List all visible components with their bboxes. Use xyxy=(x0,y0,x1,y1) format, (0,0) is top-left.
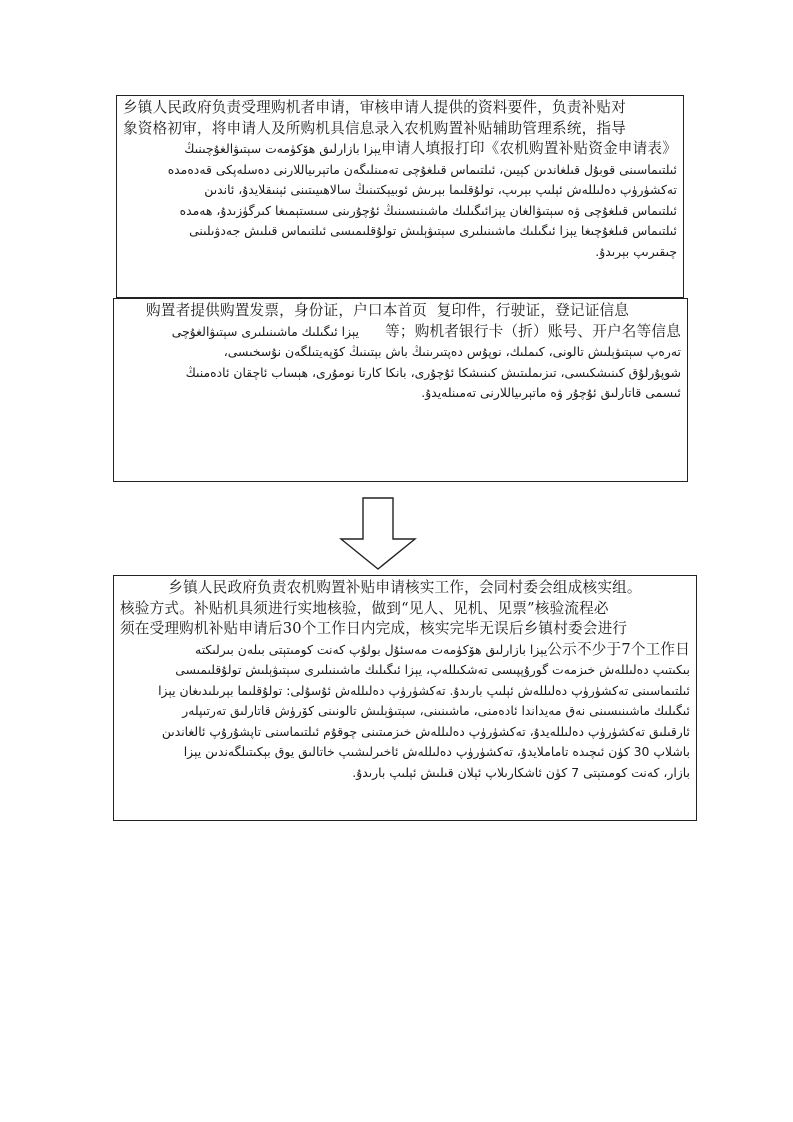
step-1-ug-line: تەكشۈرۈپ دەلىللەش ئېلىپ بېرىپ، تولۇقلىما بېرىش ئوبيېكتىنىڭ سالاھىيىتىنى ئېنىقلايدۇ، ئاندىن xyxy=(204,182,677,197)
step-1-ug-line: ئىلتىماس قىلغۇچى ۋە سېتىۋالغان يېزائىگىلىك ماشىنىسىنىڭ ئۇچۇرىنى سىستېمىغا كىرگۈزىدۇ، ھەمدە xyxy=(179,202,677,218)
step-3-ug-line: باشلاپ 30 كۈن ئىچىدە تاماملايدۇ، تەكشۈرۈپ دەلىللەش ئاخىرلىشىپ خاتالىق يوق بېكىتىلگەندىن يېزا xyxy=(183,744,690,759)
step-1-zh-fragment: 申请人填报打印《农机购置补贴资金申请表》 xyxy=(381,140,677,157)
step-3-ug-line: ئارقىلىق تەكشۈرۈپ دەلىللەيدۇ، تەكشۈرۈپ دەلىللەش خىزمىتىنى چوقۇم ئىلتىماسنى تاپشۇرۇپ ئالغاندىن xyxy=(161,723,690,739)
step-1-box xyxy=(116,95,684,298)
step-3-ug-line: بىكىتىپ دەلىللەش خىزمەت گورۇپپىسى تەشكىللەپ، يېزا ئىگىلىك ماشىنىلىرى سېتىۋېلىش تولۇقلىمىسى xyxy=(175,662,690,677)
step-1-zh-line: 象资格初审，将申请人及所购机具信息录入农机购置补贴辅助管理系统，指导 xyxy=(123,119,626,137)
step-1-ug-line: ئىلتىماس قىلغۇچىغا يېزا ئىگىلىك ماشىنىلىرى سېتىۋېلىش تولۇقلىمىسى ئىلتىماس قىلىش جەدۋىلىنى xyxy=(189,223,677,238)
step-3-ug-line: ئىلتىماسىنى تەكشۈرۈپ دەلىللەش ئېلىپ بارىدۇ. تەكشۈرۈپ دەلىللەش ئۇسۇلى: تولۇقلىما بېرىلىدىغان يېزا xyxy=(158,682,690,698)
step-2-ug-line: تەرەپ سېتىۋېلىش تالونى، كىملىك، نوپۇس دەپتىرىنىڭ باش بېتىنىڭ كۆپەيتىلگەن نۇسخىسى، xyxy=(223,344,681,359)
step-3-ug-line: ئىگىلىك ماشىنىسىنى نەق مەيداندا ئادەمنى، ماشىنىنى، سېتىۋېلىش تالونىنى كۆرۈش قاتارلىق تەرتىپلەر xyxy=(182,703,690,718)
step-2-zh-line: 购置者提供购置发票，身份证，户口本首页 复印件，行驶证，登记证信息 xyxy=(146,302,630,319)
step-1-mixed-line xyxy=(123,139,677,160)
step-3-ug-fragment: يېزا بازارلىق ھۆكۈمەت مەسئۇل بولۇپ كەنت كومىتېتى بىلەن بىرلىكتە xyxy=(195,641,548,657)
step-3-zh-line: 须在受理购机补贴申请后30个工作日内完成，核实完毕无误后乡镇村委会进行 xyxy=(120,620,628,637)
step-2-ug-line: شوپۇرلۇق كىنىشكىسى، تىزىملىتىش كىنىشكا ئۇچۇرى، بانكا كارتا نومۇرى، ھېساب ئاچقان ئادەمنىڭ xyxy=(185,364,681,380)
step-2-mixed-line xyxy=(120,322,681,343)
step-1-ug-fragment: يېزا بازارلىق ھۆكۈمەت سېتىۋالغۇچىنىڭ xyxy=(184,141,382,156)
down-arrow-icon xyxy=(339,497,417,571)
step-3-zh-heading: 乡镇人民政府负责农机购置补贴申请核实工作，会同村委会组成核实组。 xyxy=(168,579,642,596)
step-1-ug-line: چىقىرىپ بېرىدۇ. xyxy=(595,243,677,259)
step-1-ug-line: ئىلتىماسىنى قوبۇل قىلغاندىن كېيىن، ئىلتىماس قىلغۇچى تەمىنلىگەن ماتېرىياللارنى دەسلەپكى قەدەمدە xyxy=(167,161,677,177)
step-3-zh-line: 核验方式。补贴机具须进行实地核验，做到“见人、见机、见票”核验流程必 xyxy=(120,599,609,617)
step-2-box xyxy=(113,298,688,482)
step-2-ug-fragment: يېزا ئىگىلىك ماشىنىلىرى سېتىۋالغۇچى xyxy=(171,323,360,339)
step-3-ug-line: بازار، كەنت كومىتېتى 7 كۈن ئاشكارىلاپ ئېلان قىلىش ئېلىپ بارىدۇ. xyxy=(352,764,690,780)
step-3-box xyxy=(113,575,697,821)
step-1-zh-line: 乡镇人民政府负责受理购机者申请，审核申请人提供的资料要件，负责补贴对 xyxy=(123,99,626,116)
step-2-ug-line: ئىسمى قاتارلىق ئۇچۇر ۋە ماتېرىياللارنى تەمىنلەيدۇ. xyxy=(421,385,681,400)
step-2-zh-fragment: 等；购机者银行卡（折）账号、开户名等信息 xyxy=(385,322,681,340)
step-3-mixed-line xyxy=(120,640,690,661)
step-3-zh-fragment: 公示不少于7个工作日 xyxy=(547,640,690,658)
